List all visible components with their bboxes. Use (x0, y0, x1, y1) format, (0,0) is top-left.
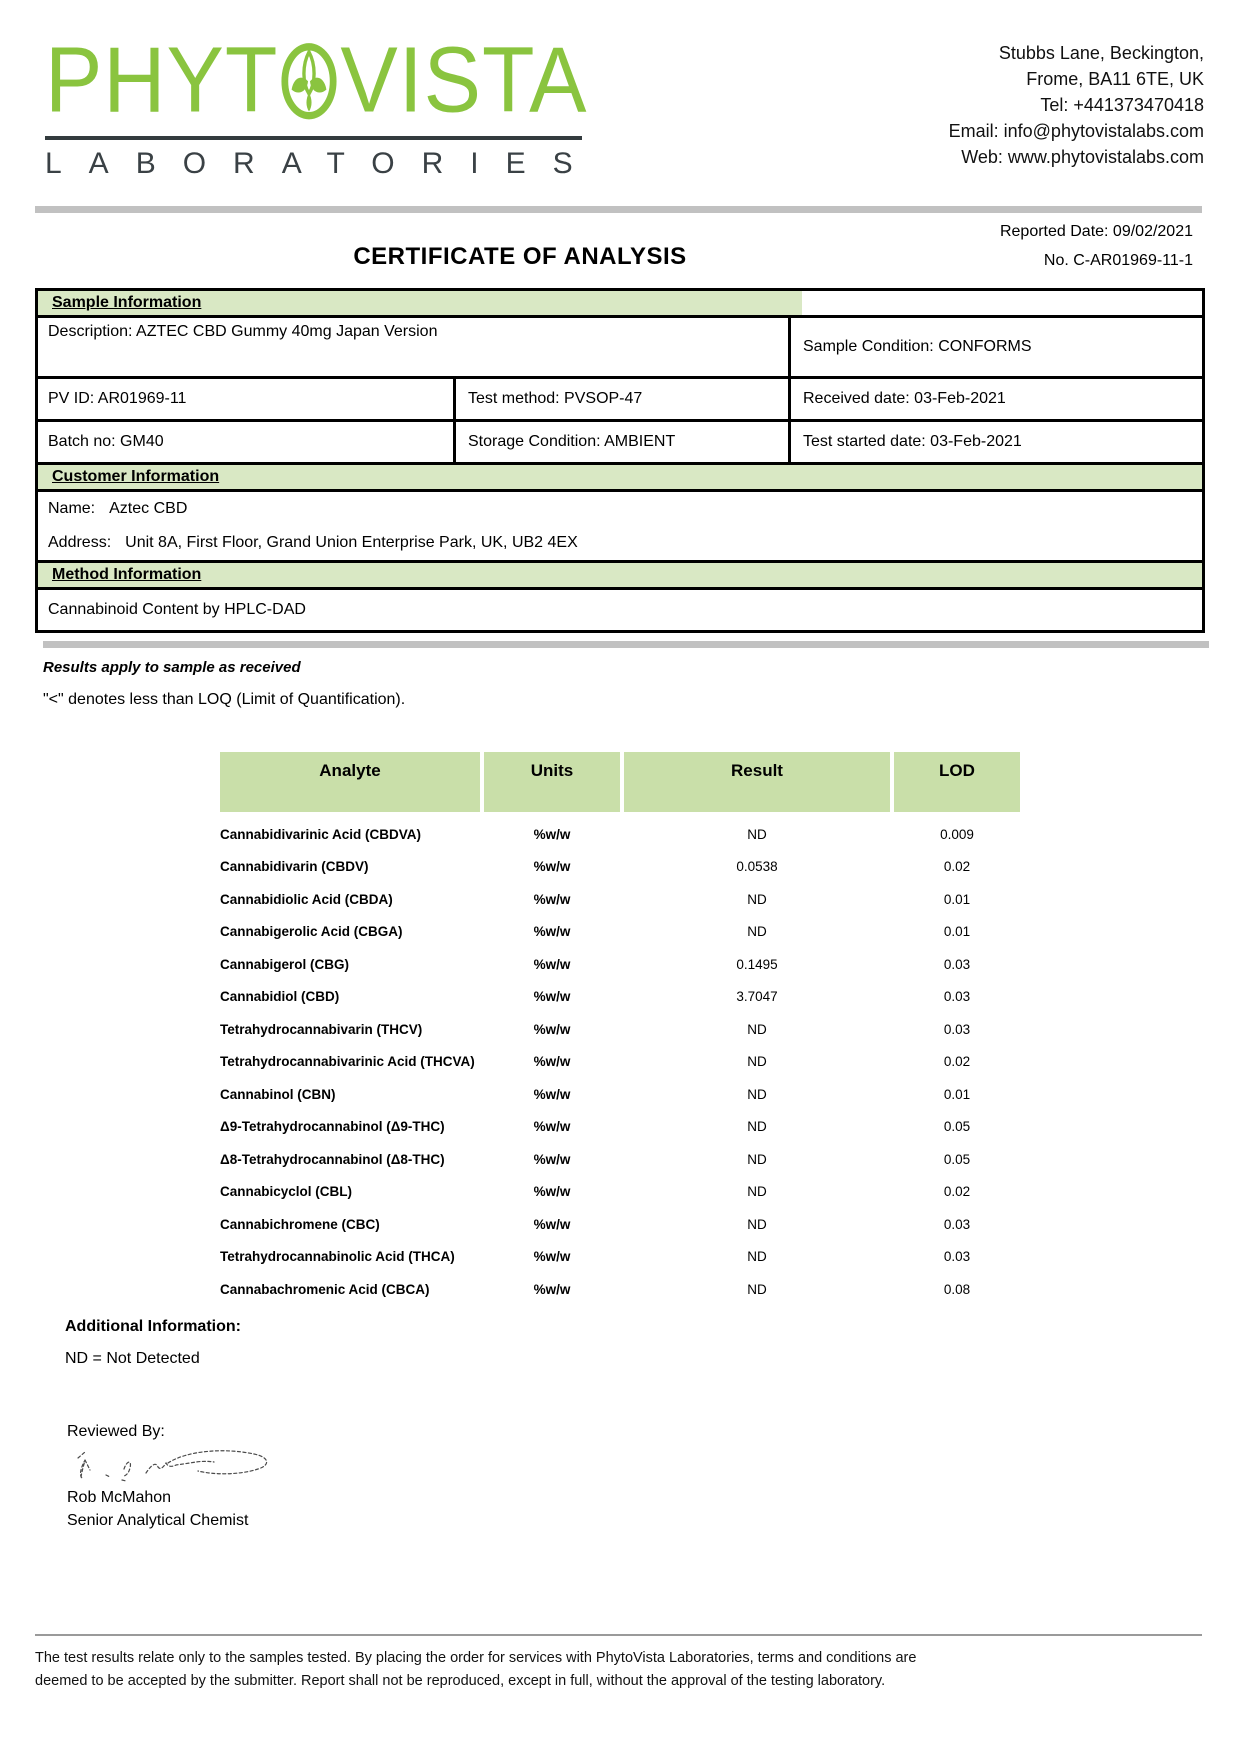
reviewer-name: Rob McMahon (67, 1489, 172, 1506)
batch-row (38, 419, 1202, 462)
test-method: Test method: PVSOP-47 (453, 379, 788, 419)
cell-result: ND (747, 1216, 767, 1232)
cell-units: %w/w (533, 956, 571, 972)
cell-units: %w/w (533, 1281, 571, 1297)
cell-analyte: Cannabidivarin (CBDV) (220, 859, 369, 875)
table-row (0, 851, 1240, 884)
contact-phone: Tel: +441373470418 (1040, 95, 1204, 115)
cell-units: %w/w (533, 1054, 571, 1070)
cell-result: ND (747, 1054, 767, 1070)
table-row (0, 1208, 1240, 1241)
table-row (0, 916, 1240, 949)
cell-result: ND (747, 891, 767, 907)
cell-units: %w/w (533, 891, 571, 907)
additional-info-heading: Additional Information: (65, 1318, 241, 1335)
method-info-heading: Method Information (38, 560, 1202, 590)
cell-result: ND (747, 1119, 767, 1135)
column-header-lod: LOD (894, 752, 1020, 812)
received-date: Received date: 03-Feb-2021 (788, 379, 1202, 419)
column-header-analyte: Analyte (220, 752, 480, 812)
sample-info-heading: Sample Information (38, 291, 802, 315)
sample-note: Results apply to sample as received (43, 659, 301, 676)
customer-address-value: Unit 8A, First Floor, Grand Union Enterprise Park, UK, UB2 4EX (125, 534, 578, 551)
cell-analyte: Cannabidiolic Acid (CBDA) (220, 891, 393, 907)
cell-lod: 0.05 (943, 1119, 971, 1135)
cell-lod: 0.01 (943, 1086, 971, 1102)
table-row (0, 1078, 1240, 1111)
table-row (0, 1111, 1240, 1144)
cell-result: ND (747, 1086, 767, 1102)
method-row (38, 590, 1202, 630)
cell-units: %w/w (533, 1216, 571, 1232)
brand-divider (45, 136, 582, 140)
cell-analyte: Cannabigerol (CBG) (220, 956, 350, 972)
cell-units: %w/w (533, 989, 571, 1005)
batch-no: Batch no: GM40 (48, 433, 164, 450)
footer-disclaimer (35, 1647, 1195, 1693)
footer-line1: The test results relate only to the samples tested. By placing the order for services with PhytoVista Laboratories, terms and conditions are (35, 1650, 917, 1666)
table-shadow-bar (43, 641, 1209, 648)
sample-info-header-row (38, 291, 1202, 318)
customer-info-row (38, 492, 1202, 560)
cell-analyte: Tetrahydrocannabinolic Acid (THCA) (220, 1249, 455, 1265)
table-row (0, 1046, 1240, 1079)
cell-analyte: Cannabachromenic Acid (CBCA) (220, 1281, 430, 1297)
table-row (0, 818, 1240, 851)
cell-analyte: Tetrahydrocannabivarin (THCV) (220, 1021, 423, 1037)
cell-units: %w/w (533, 924, 571, 940)
storage-condition: Storage Condition: AMBIENT (453, 422, 788, 462)
cell-lod: 0.03 (943, 1216, 971, 1232)
cell-analyte: Tetrahydrocannabivarinic Acid (THCVA) (220, 1054, 475, 1070)
reviewed-by-label: Reviewed By: (67, 1423, 165, 1440)
certificate-number: No. C-AR01969-11-1 (1043, 252, 1193, 269)
lab-logo (45, 28, 600, 181)
cell-lod: 0.02 (943, 859, 971, 875)
cell-lod: 0.02 (943, 1184, 971, 1200)
test-started-date: Test started date: 03-Feb-2021 (788, 422, 1202, 462)
nd-note: ND = Not Detected (65, 1350, 200, 1367)
cell-units: %w/w (533, 859, 571, 875)
brand-prefix: PHYT (45, 28, 279, 132)
cell-result: ND (747, 1151, 767, 1167)
sample-info-table (35, 288, 1205, 633)
customer-name-value: Aztec CBD (109, 500, 188, 517)
cell-analyte: Cannabicyclol (CBL) (220, 1184, 353, 1200)
reviewer-title: Senior Analytical Chemist (67, 1512, 249, 1529)
cell-analyte: Δ8-Tetrahydrocannabinol (Δ8-THC) (220, 1151, 445, 1167)
cell-result: ND (747, 1021, 767, 1037)
cell-analyte: Cannabigerolic Acid (CBGA) (220, 924, 403, 940)
signature-image (70, 1444, 280, 1488)
cell-lod: 0.01 (943, 924, 971, 940)
column-header-units: Units (484, 752, 620, 812)
footer-divider (35, 1634, 1202, 1636)
cell-units: %w/w (533, 1086, 571, 1102)
contact-address-line2: Frome, BA11 6TE, UK (1026, 69, 1204, 89)
footer-line2: deemed to be accepted by the submitter. Report shall not be reproduced, except in full, without the approval of the testing laboratory. (35, 1673, 886, 1689)
table-row (0, 1013, 1240, 1046)
pv-id: PV ID: AR01969-11 (48, 390, 187, 407)
cell-lod: 0.03 (943, 989, 971, 1005)
cell-lod: 0.009 (940, 826, 974, 842)
cell-units: %w/w (533, 826, 571, 842)
brand-wordmark (45, 20, 590, 132)
contact-address-line1: Stubbs Lane, Beckington, (998, 43, 1204, 63)
cell-units: %w/w (533, 1249, 571, 1265)
sample-condition: Sample Condition: CONFORMS (788, 318, 1202, 376)
cell-lod: 0.02 (943, 1054, 971, 1070)
sample-description: Description: AZTEC CBD Gummy 40mg Japan Version (48, 323, 438, 340)
table-row (0, 1176, 1240, 1209)
cell-lod: 0.03 (943, 1021, 971, 1037)
cell-lod: 0.03 (943, 956, 971, 972)
leaf-icon (280, 39, 338, 123)
cell-lod: 0.05 (943, 1151, 971, 1167)
pvid-row (38, 376, 1202, 419)
cell-result: 3.7047 (736, 989, 778, 1005)
cell-lod: 0.03 (943, 1249, 971, 1265)
cell-units: %w/w (533, 1021, 571, 1037)
brand-subtitle: LABORATORIES (45, 147, 600, 180)
method-name: Cannabinoid Content by HPLC-DAD (48, 601, 306, 618)
cell-result: ND (747, 826, 767, 842)
table-row (0, 1143, 1240, 1176)
table-row (0, 981, 1240, 1014)
reported-date: Reported Date: 09/02/2021 (999, 223, 1193, 240)
loq-note: "<" denotes less than LOQ (Limit of Quantification). (43, 691, 406, 708)
cell-analyte: Cannabichromene (CBC) (220, 1216, 380, 1232)
customer-name (48, 500, 187, 518)
description-row (38, 318, 1202, 376)
customer-name-label: Name: (48, 500, 96, 517)
cell-lod: 0.08 (943, 1281, 971, 1297)
cell-analyte: Δ9-Tetrahydrocannabinol (Δ9-THC) (220, 1119, 445, 1135)
cell-units: %w/w (533, 1151, 571, 1167)
contact-email: Email: info@phytovistalabs.com (948, 121, 1204, 141)
cell-analyte: Cannabidiol (CBD) (220, 989, 340, 1005)
table-row (0, 883, 1240, 916)
customer-address (48, 534, 578, 552)
table-row (0, 948, 1240, 981)
results-table-header (0, 752, 1240, 812)
table-row (0, 1241, 1240, 1274)
cell-units: %w/w (533, 1119, 571, 1135)
customer-address-label: Address: (48, 534, 112, 551)
page-title: CERTIFICATE OF ANALYSIS (353, 243, 687, 270)
results-table-body (0, 818, 1240, 1306)
cell-result: 0.1495 (736, 956, 778, 972)
header-divider-bar (35, 206, 1202, 213)
cell-result: ND (747, 1281, 767, 1297)
table-row (0, 1273, 1240, 1306)
brand-suffix: VISTA (340, 28, 588, 132)
contact-web: Web: www.phytovistalabs.com (961, 147, 1204, 167)
cell-lod: 0.01 (943, 891, 971, 907)
lab-contact-block (949, 40, 1204, 170)
customer-info-heading: Customer Information (38, 462, 1202, 492)
cell-result: ND (747, 1184, 767, 1200)
cell-result: ND (747, 924, 767, 940)
cell-analyte: Cannabidivarinic Acid (CBDVA) (220, 826, 422, 842)
cell-units: %w/w (533, 1184, 571, 1200)
cell-result: ND (747, 1249, 767, 1265)
column-header-result: Result (624, 752, 890, 812)
cell-result: 0.0538 (736, 859, 778, 875)
cell-analyte: Cannabinol (CBN) (220, 1086, 336, 1102)
